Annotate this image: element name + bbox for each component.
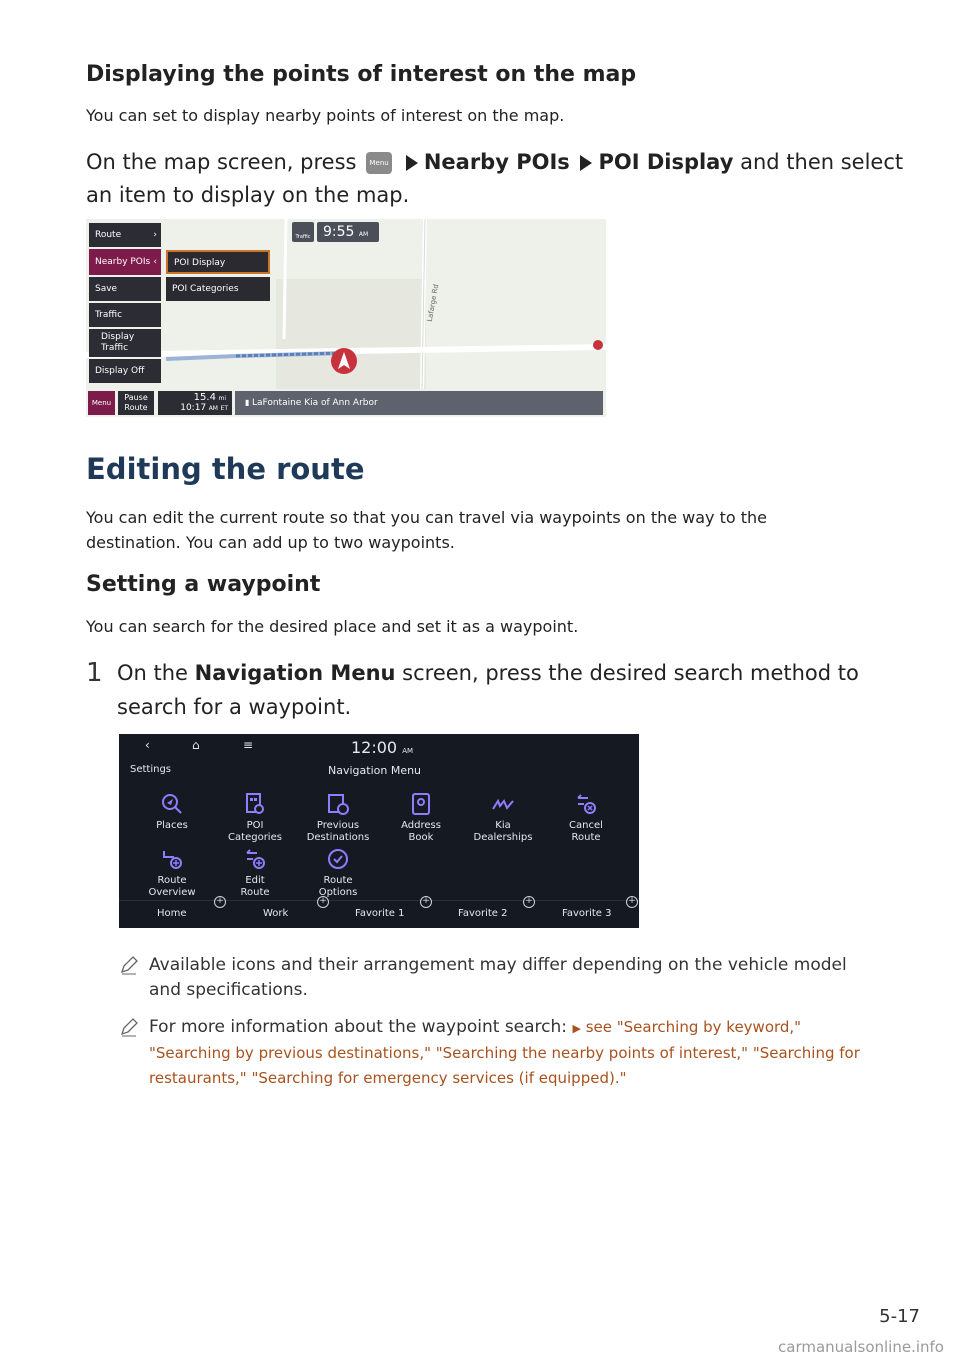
section-intro-editing-route: You can edit the current route so that you can travel via waypoints on the way to the destination. You can add up to two waypoints. (86, 508, 768, 552)
arrow-right-icon: ▶ (572, 1022, 581, 1035)
submenu-poi-display[interactable]: POI Display (166, 250, 270, 274)
cancel-route-button[interactable]: Cancel Route (546, 792, 626, 844)
favorite-home[interactable]: Home (157, 908, 187, 919)
watermark: carmanualsonline.info (778, 1338, 944, 1356)
add-icon[interactable]: + (523, 896, 535, 908)
chevron-left-icon: ‹ (153, 257, 157, 267)
note-link-3[interactable]: restaurants," "Searching for emergency services (if equipped)." (149, 1069, 627, 1087)
kia-dealerships-button[interactable]: Kia Dealerships (463, 792, 543, 844)
poi-categories-icon (243, 792, 267, 816)
add-icon[interactable]: + (317, 896, 329, 908)
navigation-menu-screenshot (119, 734, 639, 928)
arrow-right-icon (406, 155, 418, 171)
clock: 9:55 AM (317, 222, 379, 242)
subheading-setting-waypoint: Setting a waypoint (86, 572, 321, 597)
edit-route-icon (243, 847, 267, 871)
section-heading-poi: Displaying the points of interest on the map (86, 62, 637, 87)
previous-destinations-icon (326, 792, 350, 816)
nav-clock: 12:00 AM (351, 738, 414, 757)
step-number: 1 (86, 658, 103, 688)
edit-route-button[interactable]: Edit Route (215, 847, 295, 899)
trip-info: 15.4 mi 10:17 AM ET (158, 391, 232, 415)
instr-post-2: an item to display on the map. (86, 183, 410, 207)
section-intro-poi: You can set to display nearby points of interest on the map. (86, 106, 565, 125)
menu-lines-icon[interactable]: ≡ (243, 738, 254, 752)
kia-logo-icon (491, 792, 515, 816)
instr-nearby-pois: Nearby POIs (423, 150, 570, 174)
map-screenshot (86, 219, 606, 417)
previous-destinations-button[interactable]: Previous Destinations (298, 792, 378, 844)
favorite-work[interactable]: Work (263, 908, 289, 919)
favorite-3[interactable]: Favorite 3 (562, 908, 612, 919)
nav-menu-title: Navigation Menu (328, 764, 422, 777)
instr-pre: On the map screen, press (86, 150, 357, 174)
note-2: For more information about the waypoint search: ▶ see "Searching by keyword," "Searching by previous destinations," "Searching the nearby points of interest," "Searching for restaurants," "Searching for emergency services (if equipped)." (149, 1015, 909, 1091)
address-book-button[interactable]: Address Book (381, 792, 461, 844)
instruction-poi (86, 146, 906, 212)
pencil-icon (119, 955, 139, 975)
menu-item-traffic[interactable]: Traffic (89, 303, 161, 327)
route-options-icon (326, 847, 350, 871)
address-book-icon (409, 792, 433, 816)
add-icon[interactable]: + (626, 896, 638, 908)
add-icon[interactable]: + (420, 896, 432, 908)
bottom-menu-button[interactable]: Menu (88, 391, 115, 415)
menu-item-nearby-pois[interactable]: Nearby POIs ‹ (89, 249, 161, 275)
submenu-poi-categories[interactable]: POI Categories (166, 277, 270, 301)
pencil-icon (119, 1017, 139, 1037)
home-icon[interactable]: ⌂ (192, 738, 200, 752)
destination-icon: ▮ (245, 398, 252, 407)
menu-icon: Menu (366, 152, 392, 174)
route-options-button[interactable]: Route Options (298, 847, 378, 899)
menu-item-save[interactable]: Save (89, 277, 161, 301)
menu-item-display-traffic[interactable]: Display Traffic (89, 329, 161, 357)
note-link-2[interactable]: "Searching by previous destinations," "Searching the nearby points of interest," "Searching for (149, 1044, 860, 1062)
map-background (86, 219, 606, 417)
add-icon[interactable]: + (214, 896, 226, 908)
note-1: Available icons and their arrangement may differ depending on the vehicle model and specifications. (149, 953, 889, 1003)
note-link[interactable]: ▶ see "Searching by keyword," (572, 1018, 802, 1036)
menu-item-route[interactable]: Route › (89, 223, 161, 247)
step-bold-navigation-menu: Navigation Menu (194, 661, 396, 685)
route-overview-icon (160, 847, 184, 871)
menu-item-display-off[interactable]: Display Off (89, 359, 161, 383)
favorite-1[interactable]: Favorite 1 (355, 908, 405, 919)
road-label: Lafarge Rd (425, 283, 441, 323)
traffic-button[interactable]: Traffic (292, 222, 314, 242)
instr-post: and then select (740, 150, 904, 174)
places-icon (160, 792, 184, 816)
cancel-route-icon (574, 792, 598, 816)
page-number: 5-17 (879, 1306, 920, 1327)
back-icon[interactable]: ‹ (145, 738, 150, 752)
chevron-right-icon: › (153, 230, 157, 240)
pause-route-button[interactable]: Pause Route (118, 391, 154, 415)
settings-link[interactable]: Settings (130, 764, 172, 775)
favorite-2[interactable]: Favorite 2 (458, 908, 508, 919)
route-overview-button[interactable]: Route Overview (132, 847, 212, 899)
poi-categories-button[interactable]: POI Categories (215, 792, 295, 844)
divider (119, 900, 639, 901)
destination-bar[interactable]: ▮ LaFontaine Kia of Ann Arbor (235, 391, 603, 415)
subheading-intro: You can search for the desired place and set it as a waypoint. (86, 617, 579, 636)
section-heading-editing-route: Editing the route (86, 452, 365, 486)
places-button[interactable]: Places (132, 792, 212, 832)
instr-poi-display: POI Display (598, 150, 734, 174)
arrow-right-icon (580, 155, 592, 171)
